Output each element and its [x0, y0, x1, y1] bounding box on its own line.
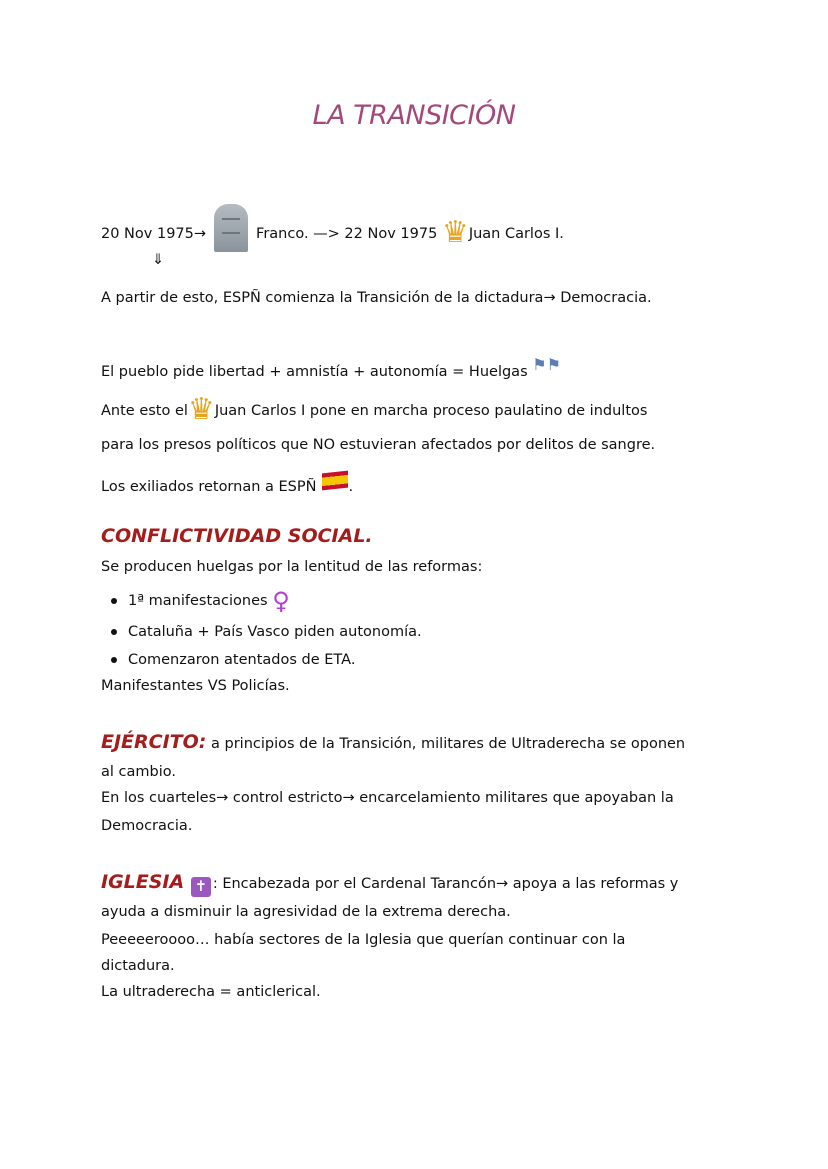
list-item: [128, 587, 290, 615]
crown-icon: ♛: [187, 392, 215, 427]
iglesia-line-2: ayuda a disminuir la agresividad de la extrema derecha.: [101, 904, 511, 920]
pueblo-line: [101, 355, 561, 382]
section-heading-conflictividad: CONFLICTIVIDAD SOCIAL.: [101, 525, 373, 547]
list-item: [128, 650, 355, 670]
pueblo-text: El pueblo pide libertad + amnistía + autonomía = Huelgas: [101, 364, 528, 380]
bullet-dot: [111, 629, 117, 635]
list-item-text: Comenzaron atentados de ETA.: [128, 652, 356, 668]
bullet-dot: [111, 598, 117, 604]
iglesia-line-1: [101, 872, 678, 897]
tombstone-icon: [214, 204, 248, 252]
ante-text: Ante esto el: [101, 403, 188, 419]
ante-text-2: Juan Carlos I pone en marcha proceso paulatino de indultos: [214, 403, 648, 419]
list-item-text: Cataluña + País Vasco piden autonomía.: [128, 624, 422, 640]
ejercito-line-1: [101, 732, 685, 754]
iglesia-line-5: La ultraderecha = anticlerical.: [101, 984, 321, 1000]
cross-icon: ✝: [191, 877, 211, 897]
iglesia-line-4: dictadura.: [101, 958, 175, 974]
king-text: Juan Carlos I.: [468, 226, 564, 242]
ejercito-line-4: Democracia.: [101, 818, 193, 834]
conflictividad-outro: Manifestantes VS Policías.: [101, 678, 290, 694]
list-item-text: 1ª manifestaciones: [128, 593, 268, 609]
protest-icon: ⚑⚑: [532, 355, 561, 374]
down-arrow: ⇓: [152, 252, 165, 268]
iglesia-line-3: Peeeeeroooo… había sectores de la Iglesia que querían continuar con la: [101, 932, 626, 948]
venus-icon: ♀: [272, 587, 290, 615]
timeline-line: [101, 204, 564, 252]
period: .: [348, 479, 354, 495]
ejercito-line-2: al cambio.: [101, 764, 176, 780]
section-heading-ejercito: EJÉRCITO:: [101, 731, 207, 753]
intro-text: A partir de esto, ESPÑ comienza la Transición de la dictadura→ Democracia.: [101, 290, 652, 306]
bullet-dot: [111, 657, 117, 663]
ante-line: [101, 392, 648, 427]
section-heading-iglesia: IGLESIA: [101, 871, 185, 893]
ejercito-line-3: En los cuarteles→ control estricto→ encarcelamiento militares que apoyaban la: [101, 790, 674, 806]
ejercito-text: a principios de la Transición, militares de Ultraderecha se oponen: [211, 736, 686, 752]
date-death: 20 Nov 1975→: [101, 226, 207, 242]
crown-icon: ♛: [441, 215, 469, 250]
conflictividad-intro: Se producen huelgas por la lentitud de las reformas:: [101, 559, 483, 575]
presos-text: para los presos políticos que NO estuvieran afectados por delitos de sangre.: [101, 437, 656, 453]
exiliados-line: [101, 472, 353, 497]
iglesia-text: : Encabezada por el Cardenal Tarancón→ apoya a las reformas y: [212, 876, 679, 892]
page-title: LA TRANSICIÓN: [312, 100, 516, 131]
franco-text: Franco. —> 22 Nov 1975: [256, 226, 438, 242]
list-item: [128, 622, 422, 642]
exiliados-text: Los exiliados retornan a ESPÑ: [101, 479, 317, 495]
spain-flag-icon: [322, 471, 348, 491]
